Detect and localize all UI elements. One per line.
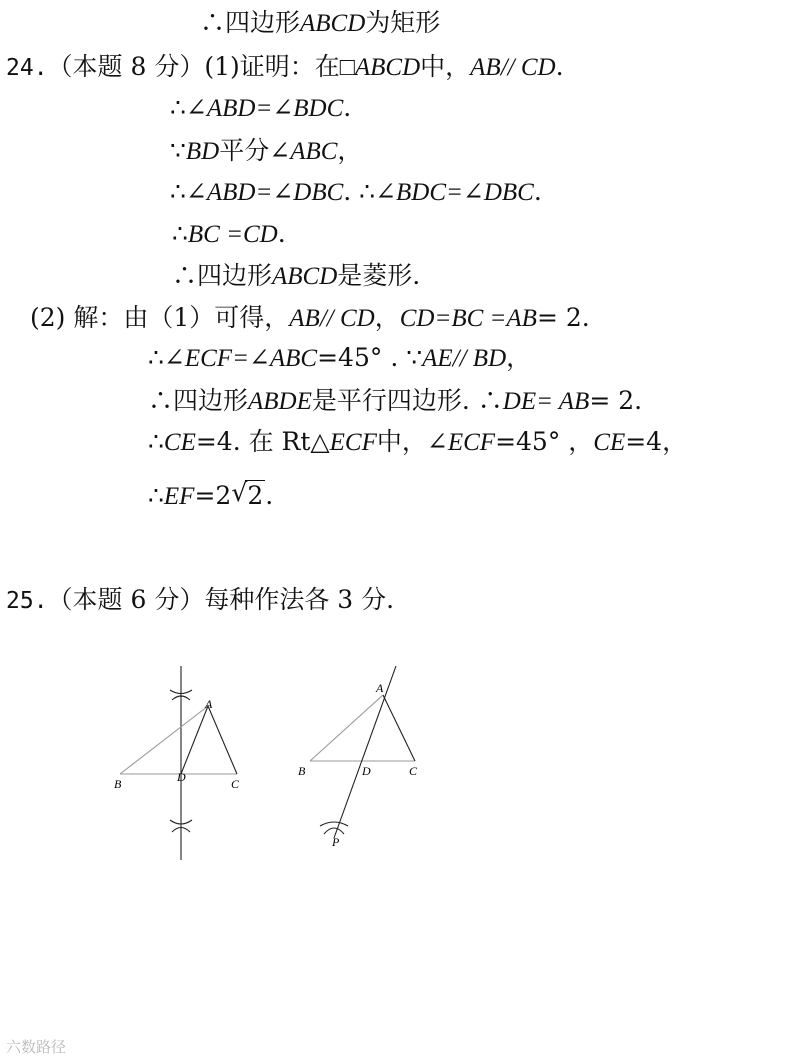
solution-line — [30, 303, 590, 334]
line-text: . ∴ — [343, 177, 376, 206]
line-text: ∴ — [172, 219, 188, 248]
solution-line — [170, 93, 351, 124]
math-expression: ∠BDC=∠DBC — [375, 179, 534, 206]
line-text: ∵ — [170, 136, 186, 165]
math-expression: DE= AB — [502, 388, 590, 415]
line-text: ， — [506, 343, 532, 372]
label-a: A — [376, 681, 384, 695]
math-expression: ∠ECF — [426, 429, 496, 456]
question-number: 25. — [6, 588, 48, 614]
solution-line — [200, 8, 440, 39]
arc-mark-p — [320, 822, 348, 826]
label-b: B — [114, 777, 122, 791]
side-ac — [208, 706, 237, 774]
label-p: P — [332, 835, 340, 849]
line-text: . — [277, 219, 286, 248]
line-text: =4. 在 Rt△ — [195, 427, 330, 456]
math-expression: ∠ABC — [269, 138, 338, 165]
math-expression: BC =CD — [187, 221, 278, 248]
line-text: ∴ — [148, 427, 164, 456]
line-text: =45° . ∵ — [317, 343, 423, 372]
solution-line — [170, 177, 542, 208]
sqrt-expression: √ 2 — [231, 478, 264, 510]
solution-line — [172, 219, 286, 250]
solution-line — [6, 585, 394, 616]
watermark: 六数路径 — [6, 1038, 67, 1056]
math-expression: AB// CD — [470, 54, 556, 81]
line-text: ∴ — [148, 343, 164, 372]
math-expression: CE — [163, 429, 196, 456]
line-text: 平分 — [219, 136, 270, 165]
label-a: A — [205, 697, 213, 711]
side-ac — [383, 695, 415, 761]
solution-line — [148, 386, 642, 417]
side-ab — [310, 695, 383, 761]
line-text: 中， — [376, 427, 427, 456]
line-text: ， — [374, 303, 400, 332]
line-text: . — [533, 177, 542, 206]
line-text: 为矩形 — [365, 8, 441, 37]
line-text: ∴四边形 — [148, 386, 249, 415]
math-expression: ∠ABD=∠DBC — [185, 179, 344, 206]
solution-line — [170, 136, 362, 167]
line-text: （本题 6 分）每种作法各 3 分. — [47, 585, 395, 614]
label-d: D — [362, 764, 371, 778]
line-text: ， — [337, 136, 363, 165]
math-expression: ∠ABD=∠BDC — [185, 95, 344, 122]
math-expression: AE// BD — [422, 345, 507, 372]
line-text: (2) 解：由（1）可得， — [30, 303, 290, 332]
label-c: C — [231, 777, 240, 791]
math-expression: CE — [593, 429, 626, 456]
math-expression: ECF — [329, 429, 377, 456]
line-text: =4， — [625, 427, 688, 456]
math-expression: □ABCD — [339, 54, 421, 81]
math-expression: CD=BC =AB — [399, 305, 537, 332]
construction-figure-2 — [290, 660, 440, 860]
angle-bisector-line — [334, 666, 396, 838]
solution-line — [148, 343, 531, 374]
math-expression: ABCD — [272, 263, 338, 290]
line-text: = 2. — [536, 303, 590, 332]
line-text: ∴ — [170, 93, 186, 122]
math-expression: ∠ECF=∠ABC — [163, 345, 318, 372]
line-text: =45° ， — [495, 427, 594, 456]
math-expression: ABDE — [248, 388, 312, 415]
line-text: （本题 8 分）(1)证明：在 — [47, 52, 340, 81]
solution-line — [148, 427, 687, 458]
line-text: ∴四边形 — [200, 8, 301, 37]
question-number: 24. — [6, 55, 48, 81]
label-b: B — [298, 764, 306, 778]
line-text: 是菱形. — [337, 261, 421, 290]
line-text: . — [343, 93, 352, 122]
math-expression: BD — [185, 138, 220, 165]
line-text: . — [555, 52, 564, 81]
solution-line — [172, 261, 420, 292]
math-expression: AB// CD — [289, 305, 375, 332]
solution-line — [6, 52, 564, 83]
line-text: 是平行四边形. ∴ — [311, 386, 503, 415]
line-text: = 2. — [589, 386, 643, 415]
line-text: ∴ — [170, 177, 186, 206]
line-text: 中， — [420, 52, 471, 81]
math-expression: ABCD — [300, 10, 366, 37]
ef-result-line: ∴EF=2 √ 2. — [148, 478, 274, 510]
label-c: C — [409, 764, 418, 778]
line-text: ∴四边形 — [172, 261, 273, 290]
label-d: D — [177, 770, 186, 784]
construction-figure-1 — [100, 660, 270, 870]
